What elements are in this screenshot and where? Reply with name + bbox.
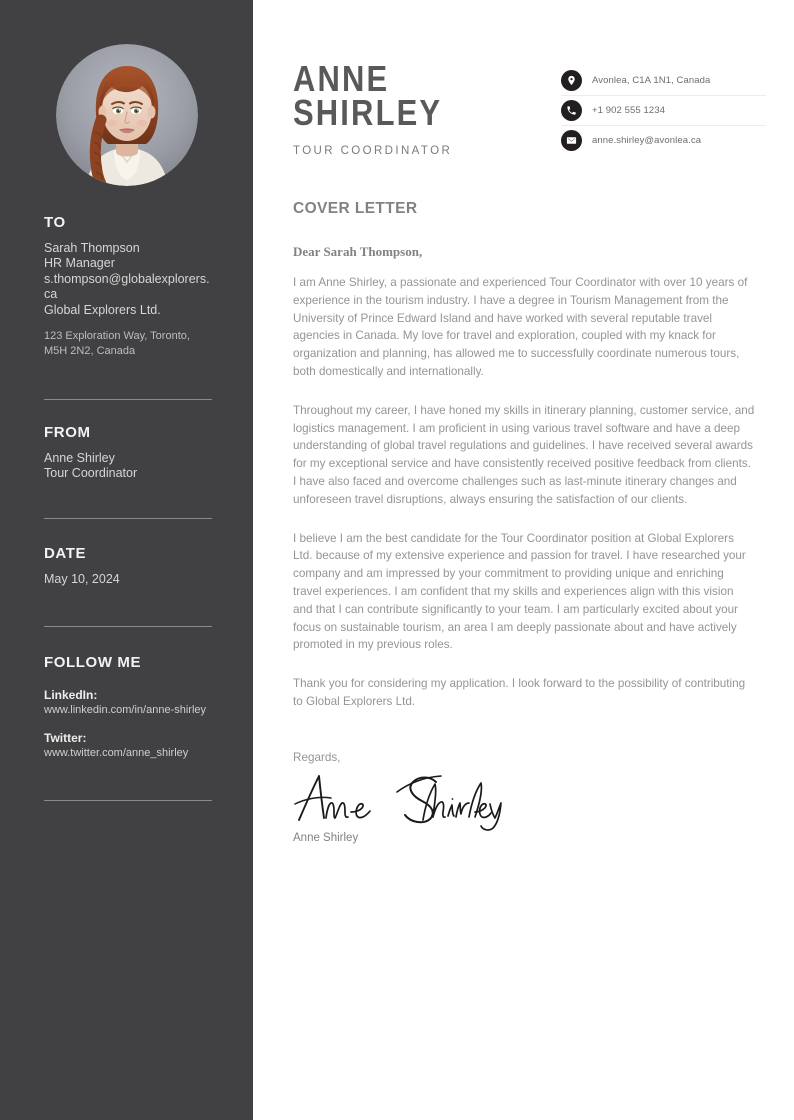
avatar xyxy=(56,44,198,186)
sender-title: Tour Coordinator xyxy=(44,466,138,480)
date-heading: DATE xyxy=(44,545,87,562)
linkedin-label: LinkedIn: xyxy=(44,687,98,702)
paragraph-4: Thank you for considering my application. I look forward to the possibility of contributing to Global Explorers Ltd. xyxy=(293,677,746,708)
signature-icon xyxy=(293,770,508,832)
first-name: ANNE xyxy=(293,58,390,99)
from-block xyxy=(44,425,212,482)
page-title: COVER LETTER xyxy=(293,200,418,217)
letter-body xyxy=(293,200,755,844)
contact-row-email xyxy=(561,126,766,155)
divider-to-from xyxy=(44,399,212,400)
paragraph-1: I am Anne Shirley, a passionate and experienced Tour Coordinator with over 10 years of experience in the tourism industry. I have a degree in Tourism Management from the University of Prince Edward Island and have worked with several reputable travel agencies in Canada. My love for travel and exploration, coupled with my knack for organization and planning, has allowed me to successfully coordinate numerous tours, both domestically and internationally. xyxy=(293,276,748,378)
sender-name: Anne Shirley xyxy=(44,450,115,465)
contact-row-location xyxy=(561,66,766,96)
recipient-title: HR Manager xyxy=(44,256,115,270)
date-value: May 10, 2024 xyxy=(44,571,120,586)
envelope-icon xyxy=(561,130,582,151)
sidebar xyxy=(0,0,253,1120)
from-heading: FROM xyxy=(44,424,91,441)
recipient-name: Sarah Thompson xyxy=(44,240,140,255)
job-title: TOUR COORDINATOR xyxy=(293,145,453,157)
last-name: SHIRLEY xyxy=(293,92,443,133)
to-heading: TO xyxy=(44,214,66,231)
contact-list xyxy=(561,66,766,155)
linkedin-url[interactable]: www.linkedin.com/in/anne-shirley xyxy=(44,703,207,716)
name-block xyxy=(293,58,467,157)
location-pin-icon xyxy=(561,70,582,91)
date-block xyxy=(44,546,212,587)
divider-from-date xyxy=(44,518,212,519)
paragraph-3: I believe I am the best candidate for the Tour Coordinator position at Global Explorers Ltd. because of my extensive experience and passion for travel. I have researched your company and am impressed by your commitment to providing unique and enriching travel experiences. I am confident that my skills and experiences align with this vision and that I can contribute significantly to your team. I am particularly excited about your focus on sustainable tourism, an area I am deeply passionate about and have actively promoted in my previous roles. xyxy=(293,531,746,652)
contact-email-text[interactable]: anne.shirley@avonlea.ca xyxy=(592,135,702,146)
follow-me-block xyxy=(44,655,212,761)
divider-bottom xyxy=(44,800,212,801)
twitter-url[interactable]: www.twitter.com/anne_shirley xyxy=(44,747,189,759)
paragraph-2: Throughout my career, I have honed my skills in itinerary planning, customer service, and logistics management. I am proficient in using various travel software and have a deep understanding of global travel regulations and guidelines. I have received several awards for my exceptional service and have consistently received positive feedback from clients. I have also faced and overcome challenges such as last-minute itinerary changes and unforeseen travel disruptions, always ensuring the satisfaction of our clients. xyxy=(293,403,755,506)
contact-location-text: Avonlea, C1A 1N1, Canada xyxy=(592,75,711,86)
contact-phone-text: +1 902 555 1234 xyxy=(592,105,666,116)
salutation: Dear Sarah Thompson, xyxy=(293,244,423,259)
portrait-photo-icon xyxy=(56,44,198,186)
closing-line: Regards, xyxy=(293,750,341,764)
main-content xyxy=(253,0,794,1120)
follow-me-heading: FOLLOW ME xyxy=(44,654,142,671)
divider-date-follow xyxy=(44,626,212,627)
signature-name: Anne Shirley xyxy=(293,831,359,844)
to-block xyxy=(44,215,212,358)
recipient-company: Global Explorers Ltd. xyxy=(44,302,161,317)
contact-row-phone xyxy=(561,96,766,126)
phone-icon xyxy=(561,100,582,121)
recipient-address: 123 Exploration Way, Toronto, M5H 2N2, Canada xyxy=(44,330,190,357)
recipient-email[interactable]: s.thompson@globalexplorers.ca xyxy=(44,271,210,301)
twitter-label: Twitter: xyxy=(44,731,87,745)
